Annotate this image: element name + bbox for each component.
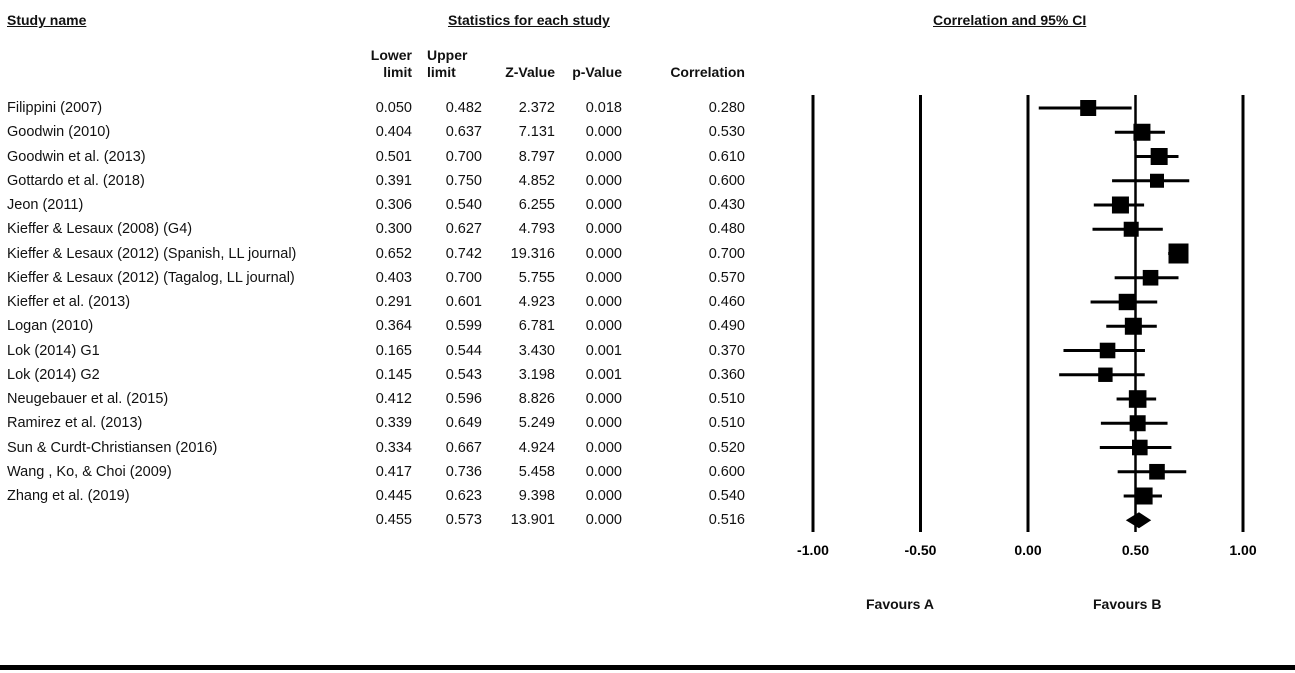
cell-upper: 0.627	[445, 221, 482, 238]
point-estimate-square	[1136, 488, 1153, 505]
study-name: Gottardo et al. (2018)	[7, 172, 145, 189]
bottom-rule	[0, 665, 1295, 670]
cell-z: 19.316	[510, 245, 555, 262]
cell-corr: 0.280	[708, 100, 745, 116]
cell-z: 5.458	[518, 463, 555, 480]
study-name: Lok (2014) G2	[7, 366, 100, 383]
lower-label-1: Lower	[370, 47, 412, 63]
cell-corr: 0.460	[708, 294, 745, 310]
cell-z: 3.430	[518, 342, 555, 359]
study-name: Zhang et al. (2019)	[7, 488, 130, 504]
cell-upper: 0.637	[445, 124, 482, 141]
cell-z: 4.852	[518, 172, 555, 189]
study-name: Goodwin (2010)	[7, 124, 111, 141]
study-marker	[1115, 270, 1179, 286]
cell-lower: 0.417	[375, 463, 412, 480]
cell-corr: 0.530	[708, 124, 745, 141]
cell-upper: 0.736	[445, 463, 482, 480]
point-estimate-square	[1132, 440, 1148, 456]
favours-a-label: Favours A	[866, 596, 934, 612]
cell-corr: 0.480	[708, 221, 745, 238]
cell-lower: 0.404	[375, 124, 412, 141]
cell-lower: 0.165	[375, 342, 412, 359]
cell-corr: 0.700	[708, 245, 745, 262]
cell-corr: 0.370	[708, 342, 745, 359]
header-study-name: Study name	[7, 12, 87, 28]
cell-upper: 0.750	[445, 172, 482, 189]
study-marker	[1118, 464, 1187, 480]
cell-z: 4.793	[518, 221, 555, 238]
study-marker	[1168, 244, 1188, 264]
cell-upper: 0.543	[445, 366, 482, 383]
cell-z: 5.249	[518, 415, 555, 432]
cell-corr: 0.516	[708, 512, 745, 529]
point-estimate-square	[1119, 294, 1135, 310]
cell-upper: 0.573	[445, 512, 482, 529]
cell-upper: 0.667	[445, 439, 482, 456]
cell-p: 0.000	[585, 415, 622, 432]
point-estimate-square	[1149, 464, 1165, 480]
cell-p: 0.000	[585, 269, 622, 286]
cell-corr: 0.540	[708, 488, 745, 504]
study-name: Logan (2010)	[7, 318, 94, 335]
cell-lower: 0.300	[375, 221, 412, 238]
cell-p: 0.000	[585, 318, 622, 335]
study-marker	[1124, 488, 1162, 505]
study-marker	[1136, 148, 1179, 165]
point-estimate-square	[1129, 390, 1147, 408]
x-tick-label: -0.50	[904, 542, 937, 558]
point-estimate-square	[1100, 343, 1116, 359]
col-header-z-value: Z-Value	[505, 64, 555, 80]
study-name: Ramirez et al. (2013)	[7, 415, 143, 432]
col-header-correlation: Correlation	[670, 64, 745, 80]
header-statistics: Statistics for each study	[448, 12, 610, 28]
study-name: Filippini (2007)	[7, 100, 103, 116]
study-marker	[1091, 294, 1158, 310]
cell-corr: 0.600	[708, 172, 745, 189]
point-estimate-square	[1143, 270, 1159, 286]
study-name: Kieffer & Lesaux (2012) (Tagalog, LL journal)	[7, 269, 295, 286]
cell-z: 7.131	[518, 124, 555, 141]
cell-upper: 0.596	[445, 391, 482, 407]
study-name: Kieffer & Lesaux (2012) (Spanish, LL journal)	[7, 245, 297, 262]
cell-lower: 0.291	[375, 294, 412, 310]
cell-corr: 0.430	[708, 197, 745, 213]
x-tick-label: -1.00	[797, 542, 829, 558]
study-marker	[1063, 343, 1144, 359]
cell-upper: 0.700	[445, 269, 482, 286]
cell-p: 0.000	[585, 172, 622, 189]
study-marker	[1093, 222, 1163, 237]
cell-lower: 0.445	[375, 488, 412, 504]
summary-diamond	[1126, 512, 1151, 528]
cell-p: 0.000	[585, 294, 622, 310]
cell-upper: 0.540	[445, 197, 482, 213]
cell-lower: 0.306	[375, 197, 412, 213]
cell-lower: 0.339	[375, 415, 412, 432]
study-marker	[1059, 368, 1145, 382]
x-tick-label: 0.50	[1121, 542, 1150, 558]
cell-z: 5.755	[518, 269, 555, 286]
cell-corr: 0.600	[708, 463, 745, 480]
cell-p: 0.000	[585, 124, 622, 141]
cell-z: 8.826	[518, 391, 555, 407]
cell-upper: 0.599	[445, 318, 482, 335]
cell-z: 6.255	[518, 197, 555, 213]
col-header-p-value: p-Value	[572, 64, 622, 80]
study-marker	[1115, 124, 1165, 141]
point-estimate-square	[1125, 318, 1142, 335]
cell-p: 0.000	[585, 197, 622, 213]
cell-p: 0.000	[585, 148, 622, 165]
favours-b-label: Favours B	[1093, 596, 1162, 612]
cell-z: 4.923	[518, 294, 555, 310]
cell-lower: 0.364	[375, 318, 412, 335]
study-name: Jeon (2011)	[7, 197, 84, 213]
cell-p: 0.000	[585, 463, 622, 480]
cell-z: 4.924	[518, 439, 555, 456]
cell-p: 0.000	[585, 221, 622, 238]
point-estimate-square	[1098, 368, 1112, 382]
study-name: Neugebauer et al. (2015)	[7, 391, 169, 407]
study-name: Lok (2014) G1	[7, 342, 100, 359]
cell-p: 0.018	[585, 100, 622, 116]
point-estimate-square	[1151, 148, 1168, 165]
cell-upper: 0.544	[445, 342, 482, 359]
upper-label-1: Upper	[427, 47, 468, 63]
cell-upper: 0.649	[445, 415, 482, 432]
cell-p: 0.000	[585, 391, 622, 407]
study-name: Sun & Curdt-Christiansen (2016)	[7, 439, 218, 456]
study-name: Kieffer & Lesaux (2008) (G4)	[7, 221, 193, 238]
study-marker	[1117, 390, 1157, 408]
point-estimate-square	[1169, 244, 1189, 264]
cell-upper: 0.482	[445, 100, 482, 116]
cell-corr: 0.360	[708, 366, 745, 383]
cell-corr: 0.520	[708, 439, 745, 456]
study-marker	[1106, 318, 1157, 335]
header-correlation-ci: Correlation and 95% CI	[933, 12, 1087, 28]
cell-lower: 0.501	[375, 148, 412, 165]
x-tick-label: 1.00	[1229, 542, 1257, 558]
cell-lower: 0.391	[375, 172, 412, 189]
study-marker	[1100, 440, 1172, 456]
point-estimate-square	[1112, 197, 1129, 214]
cell-z: 13.901	[510, 512, 555, 529]
point-estimate-square	[1150, 174, 1164, 188]
study-name: Goodwin et al. (2013)	[7, 148, 146, 165]
study-marker	[1039, 100, 1132, 116]
cell-p: 0.000	[585, 245, 622, 262]
cell-corr: 0.490	[708, 318, 745, 335]
cell-z: 6.781	[518, 318, 555, 335]
cell-z: 9.398	[518, 488, 555, 504]
cell-corr: 0.510	[708, 415, 745, 432]
cell-z: 8.797	[518, 148, 555, 165]
cell-upper: 0.700	[445, 148, 482, 165]
cell-lower: 0.050	[375, 100, 412, 116]
study-name: Wang , Ko, & Choi (2009)	[7, 463, 172, 480]
cell-p: 0.000	[585, 439, 622, 456]
point-estimate-square	[1133, 124, 1150, 141]
cell-p: 0.001	[585, 342, 622, 359]
study-marker	[1101, 415, 1168, 431]
cell-corr: 0.610	[708, 148, 745, 165]
cell-lower: 0.412	[375, 391, 412, 407]
cell-upper: 0.742	[445, 245, 482, 262]
point-estimate-square	[1080, 100, 1096, 116]
cell-lower: 0.455	[375, 512, 412, 529]
cell-corr: 0.510	[708, 391, 745, 407]
cell-corr: 0.570	[708, 269, 745, 286]
cell-p: 0.000	[585, 512, 622, 529]
cell-z: 2.372	[518, 100, 555, 116]
cell-upper: 0.601	[445, 294, 482, 310]
cell-upper: 0.623	[445, 488, 482, 504]
cell-lower: 0.145	[375, 366, 412, 383]
x-tick-label: 0.00	[1014, 542, 1042, 558]
cell-lower: 0.652	[375, 245, 412, 262]
cell-p: 0.000	[585, 488, 622, 504]
point-estimate-square	[1124, 222, 1139, 237]
cell-lower: 0.403	[375, 269, 412, 286]
lower-label-2: limit	[383, 64, 412, 80]
cell-z: 3.198	[518, 366, 555, 383]
study-name: Kieffer et al. (2013)	[7, 294, 131, 310]
upper-label-2: limit	[427, 64, 456, 80]
point-estimate-square	[1130, 415, 1146, 431]
cell-p: 0.001	[585, 366, 622, 383]
study-marker	[1112, 174, 1189, 188]
cell-lower: 0.334	[375, 439, 412, 456]
